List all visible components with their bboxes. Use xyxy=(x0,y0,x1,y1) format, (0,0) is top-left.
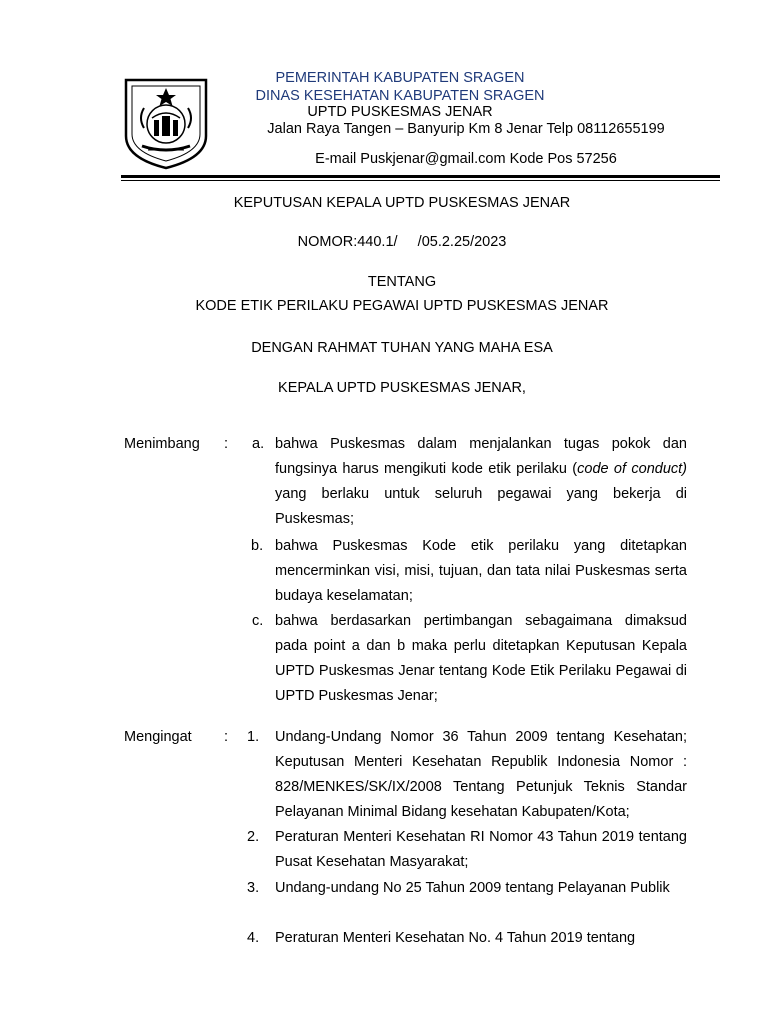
mengingat-item-4: Peraturan Menteri Kesehatan No. 4 Tahun 2019 tentang xyxy=(275,930,636,946)
menimbang-item-a-italic: code of conduct) xyxy=(577,461,687,477)
menimbang-item-b: bahwa Puskesmas Kode etik perilaku yang ditetapkan mencerminkan visi, misi, tujuan, dan tata nilai Puskesmas serta budaya keselamatan; xyxy=(275,538,687,604)
menimbang-item-a-text: bahwa Puskesmas dalam menjalankan tugas pokok dan fungsinya harus mengikuti kode etik perilaku ( xyxy=(275,436,687,477)
menimbang-label: Menimbang xyxy=(124,436,200,452)
department-name: DINAS KESEHATAN KABUPATEN SRAGEN xyxy=(255,88,545,104)
mengingat-item-1: Undang-Undang Nomor 36 Tahun 2009 tentang Kesehatan; Keputusan Menteri Kesehatan Republik Indonesia Nomor : 828/MENKES/SK/IX/2008 Tentang Petunjuk Teknis Standar Pelayanan Minimal Bidang kesehatan Kabupaten/Kota; xyxy=(275,729,687,820)
kabupaten-sragen-logo xyxy=(122,78,210,170)
institution-address: Jalan Raya Tangen – Banyurip Km 8 Jenar Telp 08112655199 xyxy=(267,121,665,137)
invocation: DENGAN RAHMAT TUHAN YANG MAHA ESA xyxy=(251,340,553,356)
menimbang-marker-b: b. xyxy=(251,538,264,554)
menimbang-colon: : xyxy=(224,436,229,452)
mengingat-marker-3: 3. xyxy=(247,880,260,896)
mengingat-marker-2: 2. xyxy=(247,829,260,845)
mengingat-label: Mengingat xyxy=(124,729,192,745)
institution-email: E-mail Puskjenar@gmail.com Kode Pos 57256 xyxy=(315,151,617,167)
mengingat-item-3: Undang-undang No 25 Tahun 2009 tentang Pelayanan Publik xyxy=(275,880,670,896)
mengingat-marker-1: 1. xyxy=(247,729,260,745)
mengingat-item-2: Peraturan Menteri Kesehatan RI Nomor 43 Tahun 2019 tentang Pusat Kesehatan Masyarakat; xyxy=(275,829,687,870)
decree-number: NOMOR:440.1/ /05.2.25/2023 xyxy=(297,234,507,250)
menimbang-item-a xyxy=(275,432,687,532)
institution-name: UPTD PUSKESMAS JENAR xyxy=(307,104,493,120)
mengingat-colon: : xyxy=(224,729,229,745)
menimbang-item-a-text-end: yang berlaku untuk seluruh pegawai yang bekerja di Puskesmas; xyxy=(275,486,687,527)
government-name: PEMERINTAH KABUPATEN SRAGEN xyxy=(275,70,525,86)
letterhead-rule-thin xyxy=(121,180,720,181)
mengingat-marker-4: 4. xyxy=(247,930,260,946)
menimbang-marker-c: c. xyxy=(252,613,264,629)
about-label: TENTANG xyxy=(367,274,437,290)
authority-line: KEPALA UPTD PUSKESMAS JENAR, xyxy=(278,380,526,396)
menimbang-marker-a: a. xyxy=(252,436,265,452)
decree-title: KEPUTUSAN KEPALA UPTD PUSKESMAS JENAR xyxy=(233,195,571,211)
decree-subject: KODE ETIK PERILAKU PEGAWAI UPTD PUSKESMAS JENAR xyxy=(195,298,609,314)
letterhead-rule-thick xyxy=(121,175,720,178)
menimbang-item-c: bahwa berdasarkan pertimbangan sebagaimana dimaksud pada point a dan b maka perlu ditetapkan Keputusan Kepala UPTD Puskesmas Jenar tentang Kode Etik Perilaku Pegawai di UPTD Puskesmas Jenar; xyxy=(275,613,687,704)
